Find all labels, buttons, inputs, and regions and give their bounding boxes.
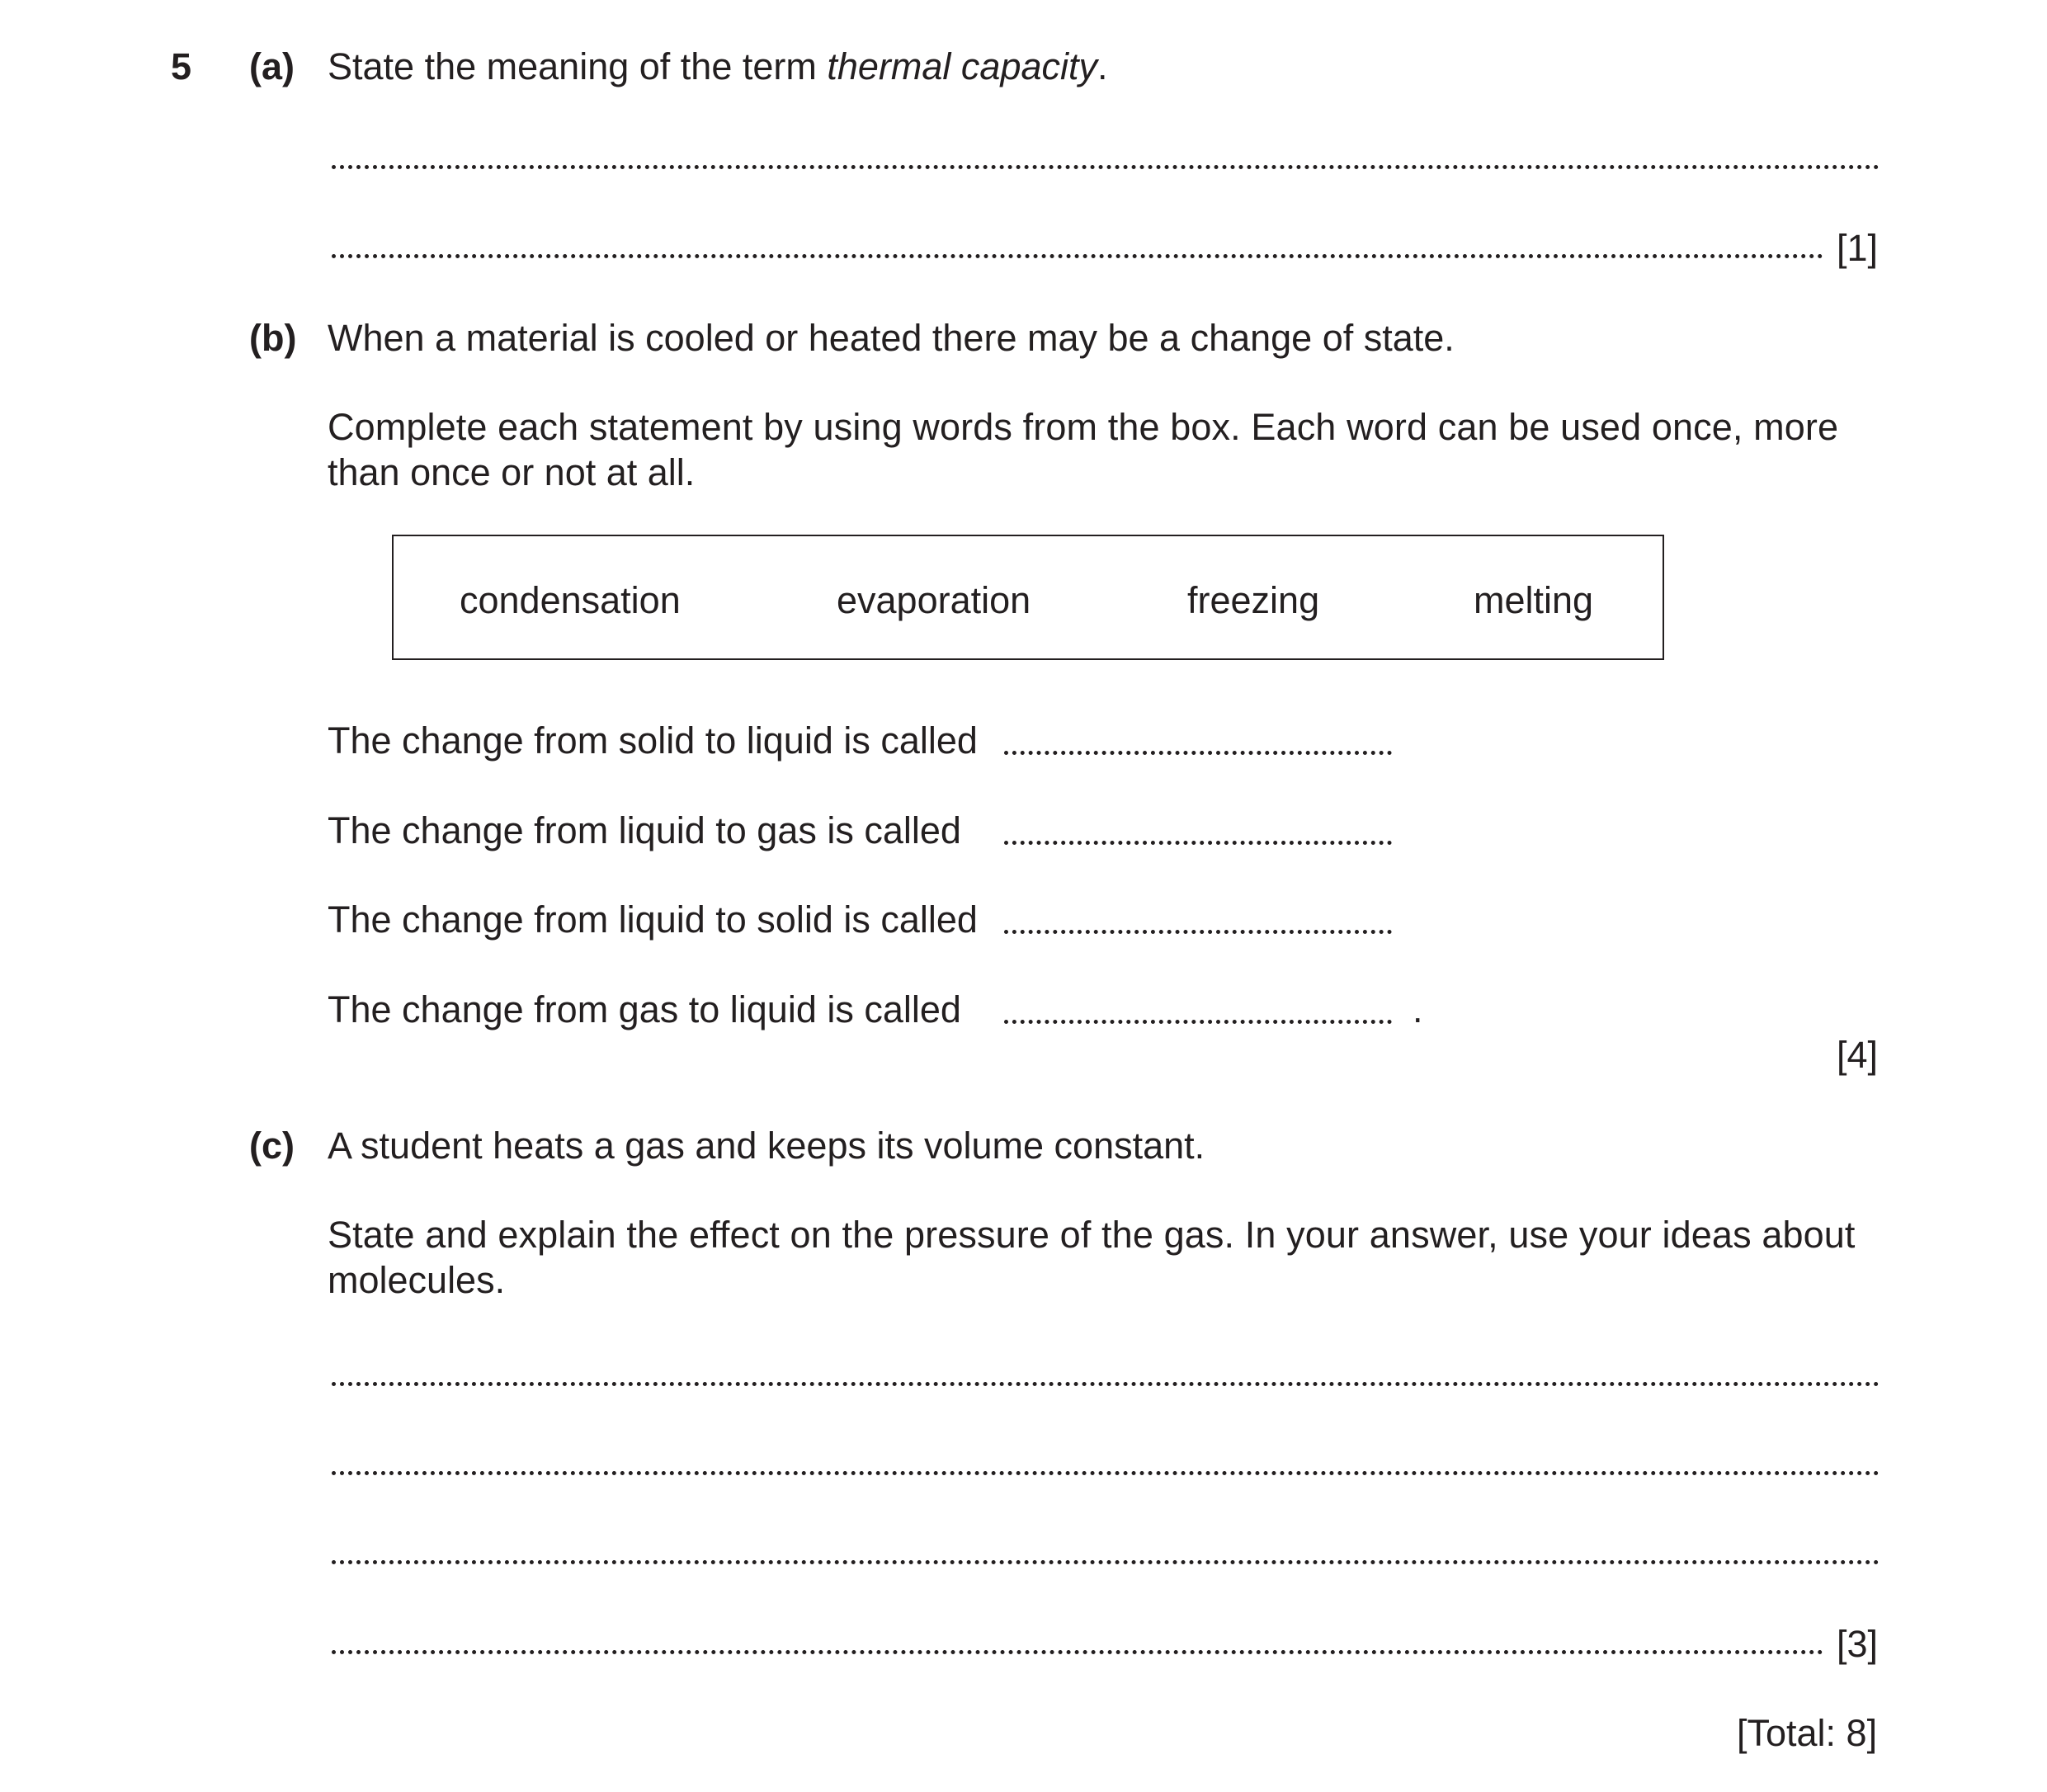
answer-line-c-3[interactable] xyxy=(332,1560,1880,1564)
word-box-item: melting xyxy=(1474,579,1594,621)
part-c-label: (c) xyxy=(249,1125,295,1167)
word-box-item: evaporation xyxy=(837,579,1031,621)
part-b-instruction-line1: Complete each statement by using words from the box. Each word can be used once, more xyxy=(328,406,1839,448)
blank-solid-to-liquid[interactable] xyxy=(1004,751,1392,755)
answer-line-a-2[interactable] xyxy=(332,254,1823,258)
answer-line-a-1[interactable] xyxy=(332,165,1880,169)
answer-line-c-2[interactable] xyxy=(332,1471,1880,1475)
statement-liquid-to-solid: The change from liquid to solid is called xyxy=(328,898,978,941)
part-c-instruction-line1: State and explain the effect on the pressure of the gas. In your answer, use your ideas about xyxy=(328,1214,1856,1256)
word-box-item: freezing xyxy=(1187,579,1320,621)
total-marks: [Total: 8] xyxy=(1737,1712,1878,1754)
part-a-prompt-suffix: . xyxy=(1097,45,1108,87)
blank-gas-to-liquid[interactable] xyxy=(1004,1020,1392,1024)
word-box xyxy=(392,535,1664,660)
part-a-prompt-term: thermal capacity xyxy=(827,45,1097,87)
part-b-label: (b) xyxy=(249,317,297,359)
statement-solid-to-liquid: The change from solid to liquid is called xyxy=(328,719,978,762)
final-period: . xyxy=(1413,988,1423,1030)
part-c-instruction-line2: molecules. xyxy=(328,1259,506,1301)
part-a-label: (a) xyxy=(249,45,295,87)
part-a-prompt xyxy=(328,45,1108,87)
statement-liquid-to-gas: The change from liquid to gas is called xyxy=(328,809,961,851)
question-number: 5 xyxy=(171,45,192,87)
part-a-mark: [1] xyxy=(1837,227,1879,269)
answer-line-c-4[interactable] xyxy=(332,1650,1823,1654)
word-box-item: condensation xyxy=(460,579,681,621)
statement-gas-to-liquid: The change from gas to liquid is called xyxy=(328,988,961,1030)
part-b-instruction-line2: than once or not at all. xyxy=(328,451,696,493)
part-b-mark: [4] xyxy=(1837,1034,1879,1076)
part-a-prompt-prefix: State the meaning of the term xyxy=(328,45,828,87)
answer-line-c-1[interactable] xyxy=(332,1382,1880,1386)
blank-liquid-to-gas[interactable] xyxy=(1004,841,1392,845)
part-c-mark: [3] xyxy=(1837,1623,1879,1665)
part-c-intro: A student heats a gas and keeps its volume constant. xyxy=(328,1125,1205,1167)
blank-liquid-to-solid[interactable] xyxy=(1004,930,1392,934)
part-b-intro: When a material is cooled or heated there may be a change of state. xyxy=(328,317,1455,359)
